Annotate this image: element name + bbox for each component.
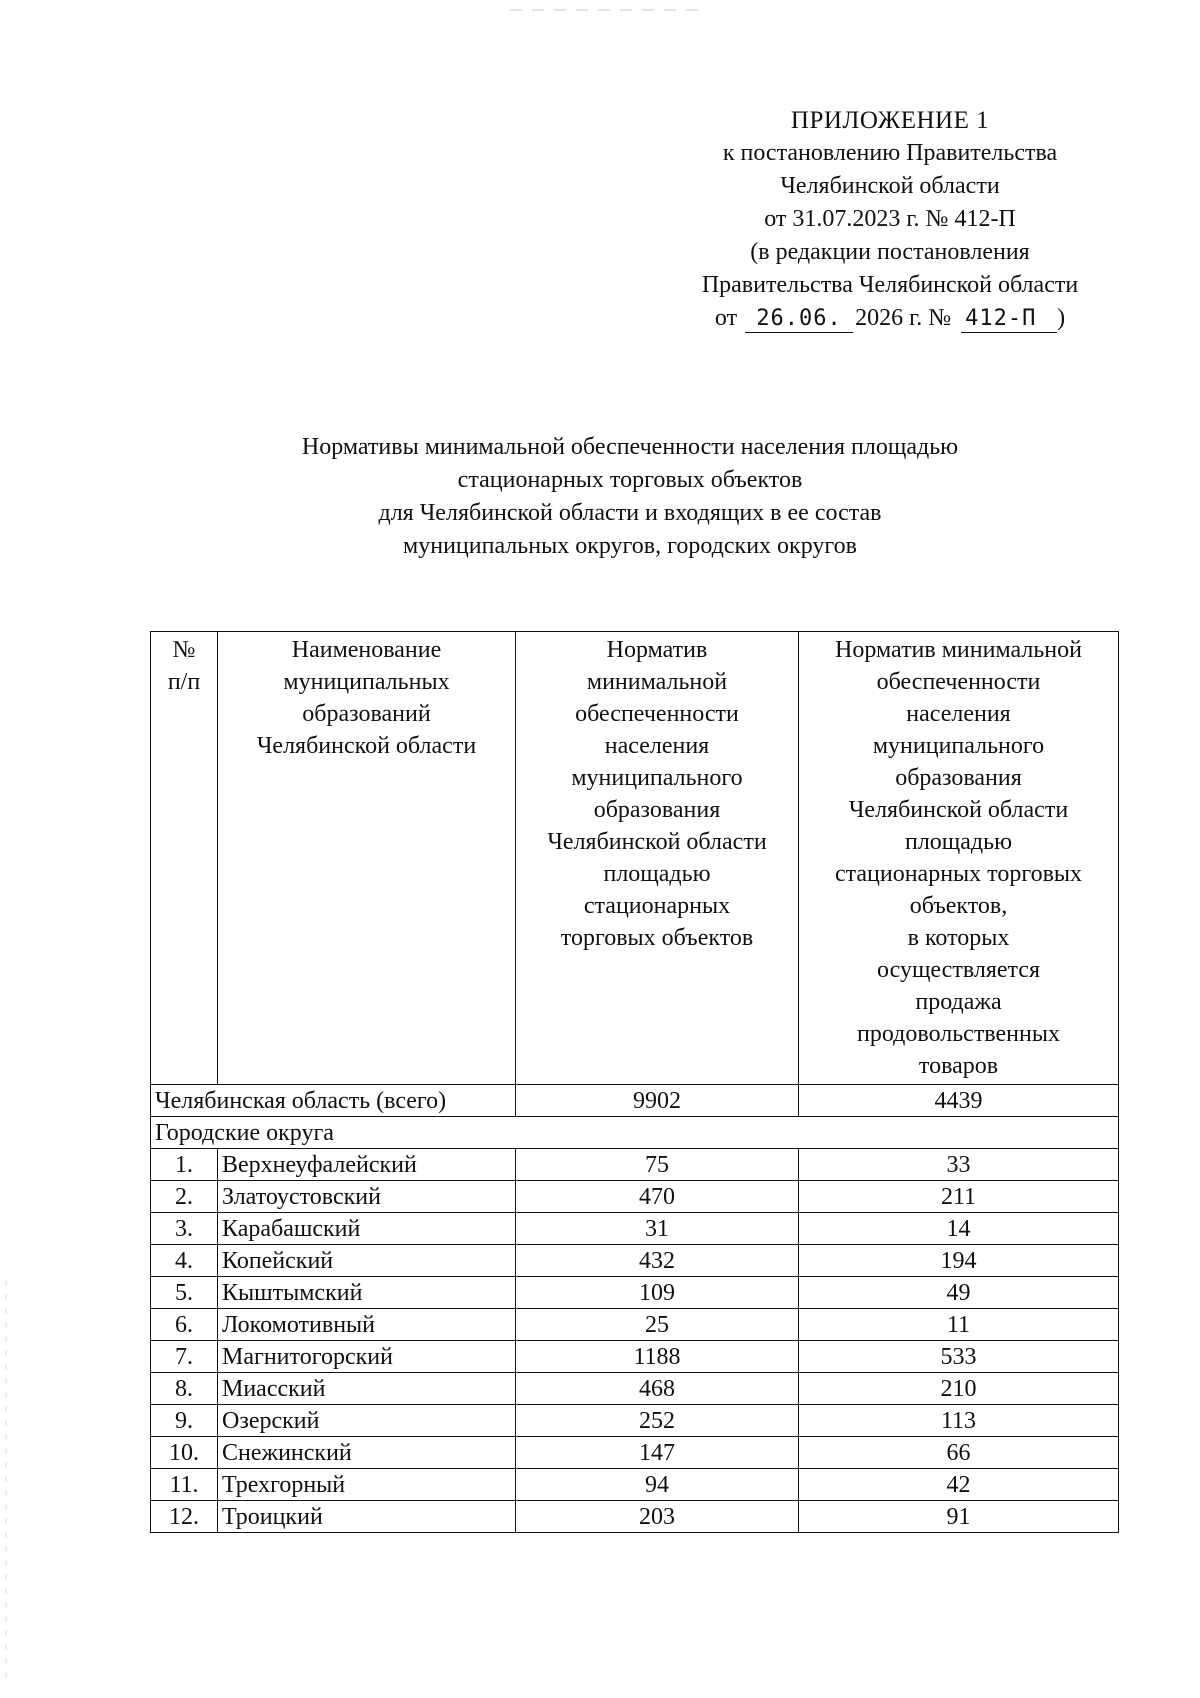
row-norm-food: 66 <box>799 1437 1119 1469</box>
appendix-heading: ПРИЛОЖЕНИЕ 1 <box>790 107 990 134</box>
header-norm-food-l14: товаров <box>918 1053 999 1079</box>
row-num: 1. <box>151 1149 218 1181</box>
row-norm-food: 194 <box>799 1245 1119 1277</box>
row-name: Златоустовский <box>218 1181 516 1213</box>
row-name: Трехгорный <box>218 1469 516 1501</box>
table-row <box>151 1373 1119 1405</box>
norms-table <box>150 631 1119 1533</box>
table-row <box>151 1149 1119 1181</box>
header-norm-food-l8: стационарных торговых <box>834 861 1083 887</box>
table-row <box>151 1245 1119 1277</box>
scan-artifact-top <box>510 9 700 11</box>
table-row <box>151 1213 1119 1245</box>
header-norm-food-l2: обеспеченности <box>876 669 1041 695</box>
row-name: Магнитогорский <box>218 1341 516 1373</box>
row-norm-total: 147 <box>516 1437 799 1469</box>
header-norm-food-l12: продажа <box>915 989 1002 1015</box>
total-label: Челябинская область (всего) <box>151 1085 516 1117</box>
row-num: 3. <box>151 1213 218 1245</box>
title-line-2: стационарных торговых объектов <box>457 467 803 493</box>
header-norm-total-l10: торговых объектов <box>560 925 754 951</box>
row-norm-food: 91 <box>799 1501 1119 1533</box>
row-norm-food: 42 <box>799 1469 1119 1501</box>
edition-prefix: от <box>714 305 738 331</box>
row-norm-food: 49 <box>799 1277 1119 1309</box>
appendix-line-1: к постановлению Правительства <box>722 140 1058 166</box>
row-num: 2. <box>151 1181 218 1213</box>
row-norm-food: 11 <box>799 1309 1119 1341</box>
header-name <box>218 632 516 1085</box>
header-norm-food-l9: объектов, <box>909 893 1008 919</box>
table-row <box>151 1341 1119 1373</box>
row-num: 6. <box>151 1309 218 1341</box>
row-norm-food: 14 <box>799 1213 1119 1245</box>
header-norm-total-l5: муниципального <box>571 765 743 791</box>
table-row <box>151 1277 1119 1309</box>
appendix-line-2: Челябинской области <box>780 173 1000 199</box>
appendix-line-4: (в редакции постановления <box>750 239 1030 265</box>
header-norm-food <box>799 632 1119 1085</box>
row-name: Озерский <box>218 1405 516 1437</box>
header-norm-food-l1: Норматив минимальной <box>835 637 1082 663</box>
appendix-edition-line <box>660 302 1120 335</box>
row-num: 8. <box>151 1373 218 1405</box>
header-norm-food-l13: продовольственных <box>857 1021 1060 1047</box>
edition-mid: 2026 г. № <box>855 305 952 331</box>
row-num: 4. <box>151 1245 218 1277</box>
appendix-line-5: Правительства Челябинской области <box>701 272 1079 298</box>
total-norm-food: 4439 <box>799 1085 1119 1117</box>
header-name-l1: Наименование <box>291 637 442 663</box>
row-norm-total: 432 <box>516 1245 799 1277</box>
table-row <box>151 1309 1119 1341</box>
total-norm-total: 9902 <box>516 1085 799 1117</box>
row-norm-food: 533 <box>799 1341 1119 1373</box>
row-norm-food: 33 <box>799 1149 1119 1181</box>
document-title <box>150 431 1110 563</box>
row-norm-total: 252 <box>516 1405 799 1437</box>
header-norm-total-l4: населения <box>604 733 710 759</box>
row-num: 12. <box>151 1501 218 1533</box>
scan-artifact-left <box>5 1280 7 1680</box>
header-norm-food-l6: Челябинской области <box>848 797 1069 823</box>
title-line-4: муниципальных округов, городских округов <box>403 533 857 559</box>
header-num-l1: № <box>172 637 196 663</box>
row-norm-food: 210 <box>799 1373 1119 1405</box>
row-name: Верхнеуфалейский <box>218 1149 516 1181</box>
row-norm-total: 94 <box>516 1469 799 1501</box>
header-norm-food-l11: осуществляется <box>877 957 1040 983</box>
header-name-l4: Челябинской области <box>256 733 477 759</box>
table-header-row <box>151 632 1119 1085</box>
row-norm-total: 109 <box>516 1277 799 1309</box>
row-num: 7. <box>151 1341 218 1373</box>
table-row <box>151 1469 1119 1501</box>
appendix-block <box>660 104 1120 335</box>
section-label: Городские округа <box>151 1117 1119 1149</box>
table-row <box>151 1181 1119 1213</box>
row-num: 10. <box>151 1437 218 1469</box>
row-norm-total: 25 <box>516 1309 799 1341</box>
header-norm-food-l5: образования <box>895 765 1022 791</box>
header-num <box>151 632 218 1085</box>
row-name: Локомотивный <box>218 1309 516 1341</box>
table-row <box>151 1405 1119 1437</box>
row-num: 9. <box>151 1405 218 1437</box>
table-row <box>151 1437 1119 1469</box>
row-norm-total: 468 <box>516 1373 799 1405</box>
header-norm-total-l9: стационарных <box>583 893 731 919</box>
row-norm-total: 470 <box>516 1181 799 1213</box>
title-line-3: для Челябинской области и входящих в ее состав <box>378 500 882 526</box>
row-name: Копейский <box>218 1245 516 1277</box>
header-norm-total-l7: Челябинской области <box>547 829 767 855</box>
total-row <box>151 1085 1119 1117</box>
header-name-l2: муниципальных <box>283 669 450 695</box>
header-norm-total-l3: обеспеченности <box>575 701 739 727</box>
row-norm-total: 1188 <box>516 1341 799 1373</box>
section-row <box>151 1117 1119 1149</box>
header-norm-total-l6: образования <box>593 797 721 823</box>
row-num: 11. <box>151 1469 218 1501</box>
edition-date-handwritten: 26.06. <box>745 306 853 333</box>
edition-suffix: ) <box>1057 305 1066 331</box>
header-norm-food-l3: населения <box>906 701 1011 727</box>
row-name: Троицкий <box>218 1501 516 1533</box>
title-line-1: Нормативы минимальной обеспеченности населения площадью <box>301 434 959 460</box>
header-norm-food-l10: в которых <box>907 925 1010 951</box>
row-name: Карабашский <box>218 1213 516 1245</box>
row-norm-total: 75 <box>516 1149 799 1181</box>
row-num: 5. <box>151 1277 218 1309</box>
row-norm-food: 211 <box>799 1181 1119 1213</box>
header-norm-food-l4: муниципального <box>872 733 1045 759</box>
row-norm-total: 203 <box>516 1501 799 1533</box>
header-norm-total-l1: Норматив <box>606 637 708 663</box>
header-name-l3: образований <box>302 701 431 727</box>
appendix-line-3: от 31.07.2023 г. № 412-П <box>764 206 1016 232</box>
header-norm-total-l8: площадью <box>603 861 711 887</box>
row-norm-food: 113 <box>799 1405 1119 1437</box>
row-name: Миасский <box>218 1373 516 1405</box>
row-name: Кыштымский <box>218 1277 516 1309</box>
row-norm-total: 31 <box>516 1213 799 1245</box>
edition-number-handwritten: 412-П <box>961 306 1057 333</box>
table-row <box>151 1501 1119 1533</box>
header-norm-food-l7: площадью <box>904 829 1013 855</box>
header-norm-total <box>516 632 799 1085</box>
header-num-l2: п/п <box>167 669 201 695</box>
row-name: Снежинский <box>218 1437 516 1469</box>
header-norm-total-l2: минимальной <box>586 669 728 695</box>
